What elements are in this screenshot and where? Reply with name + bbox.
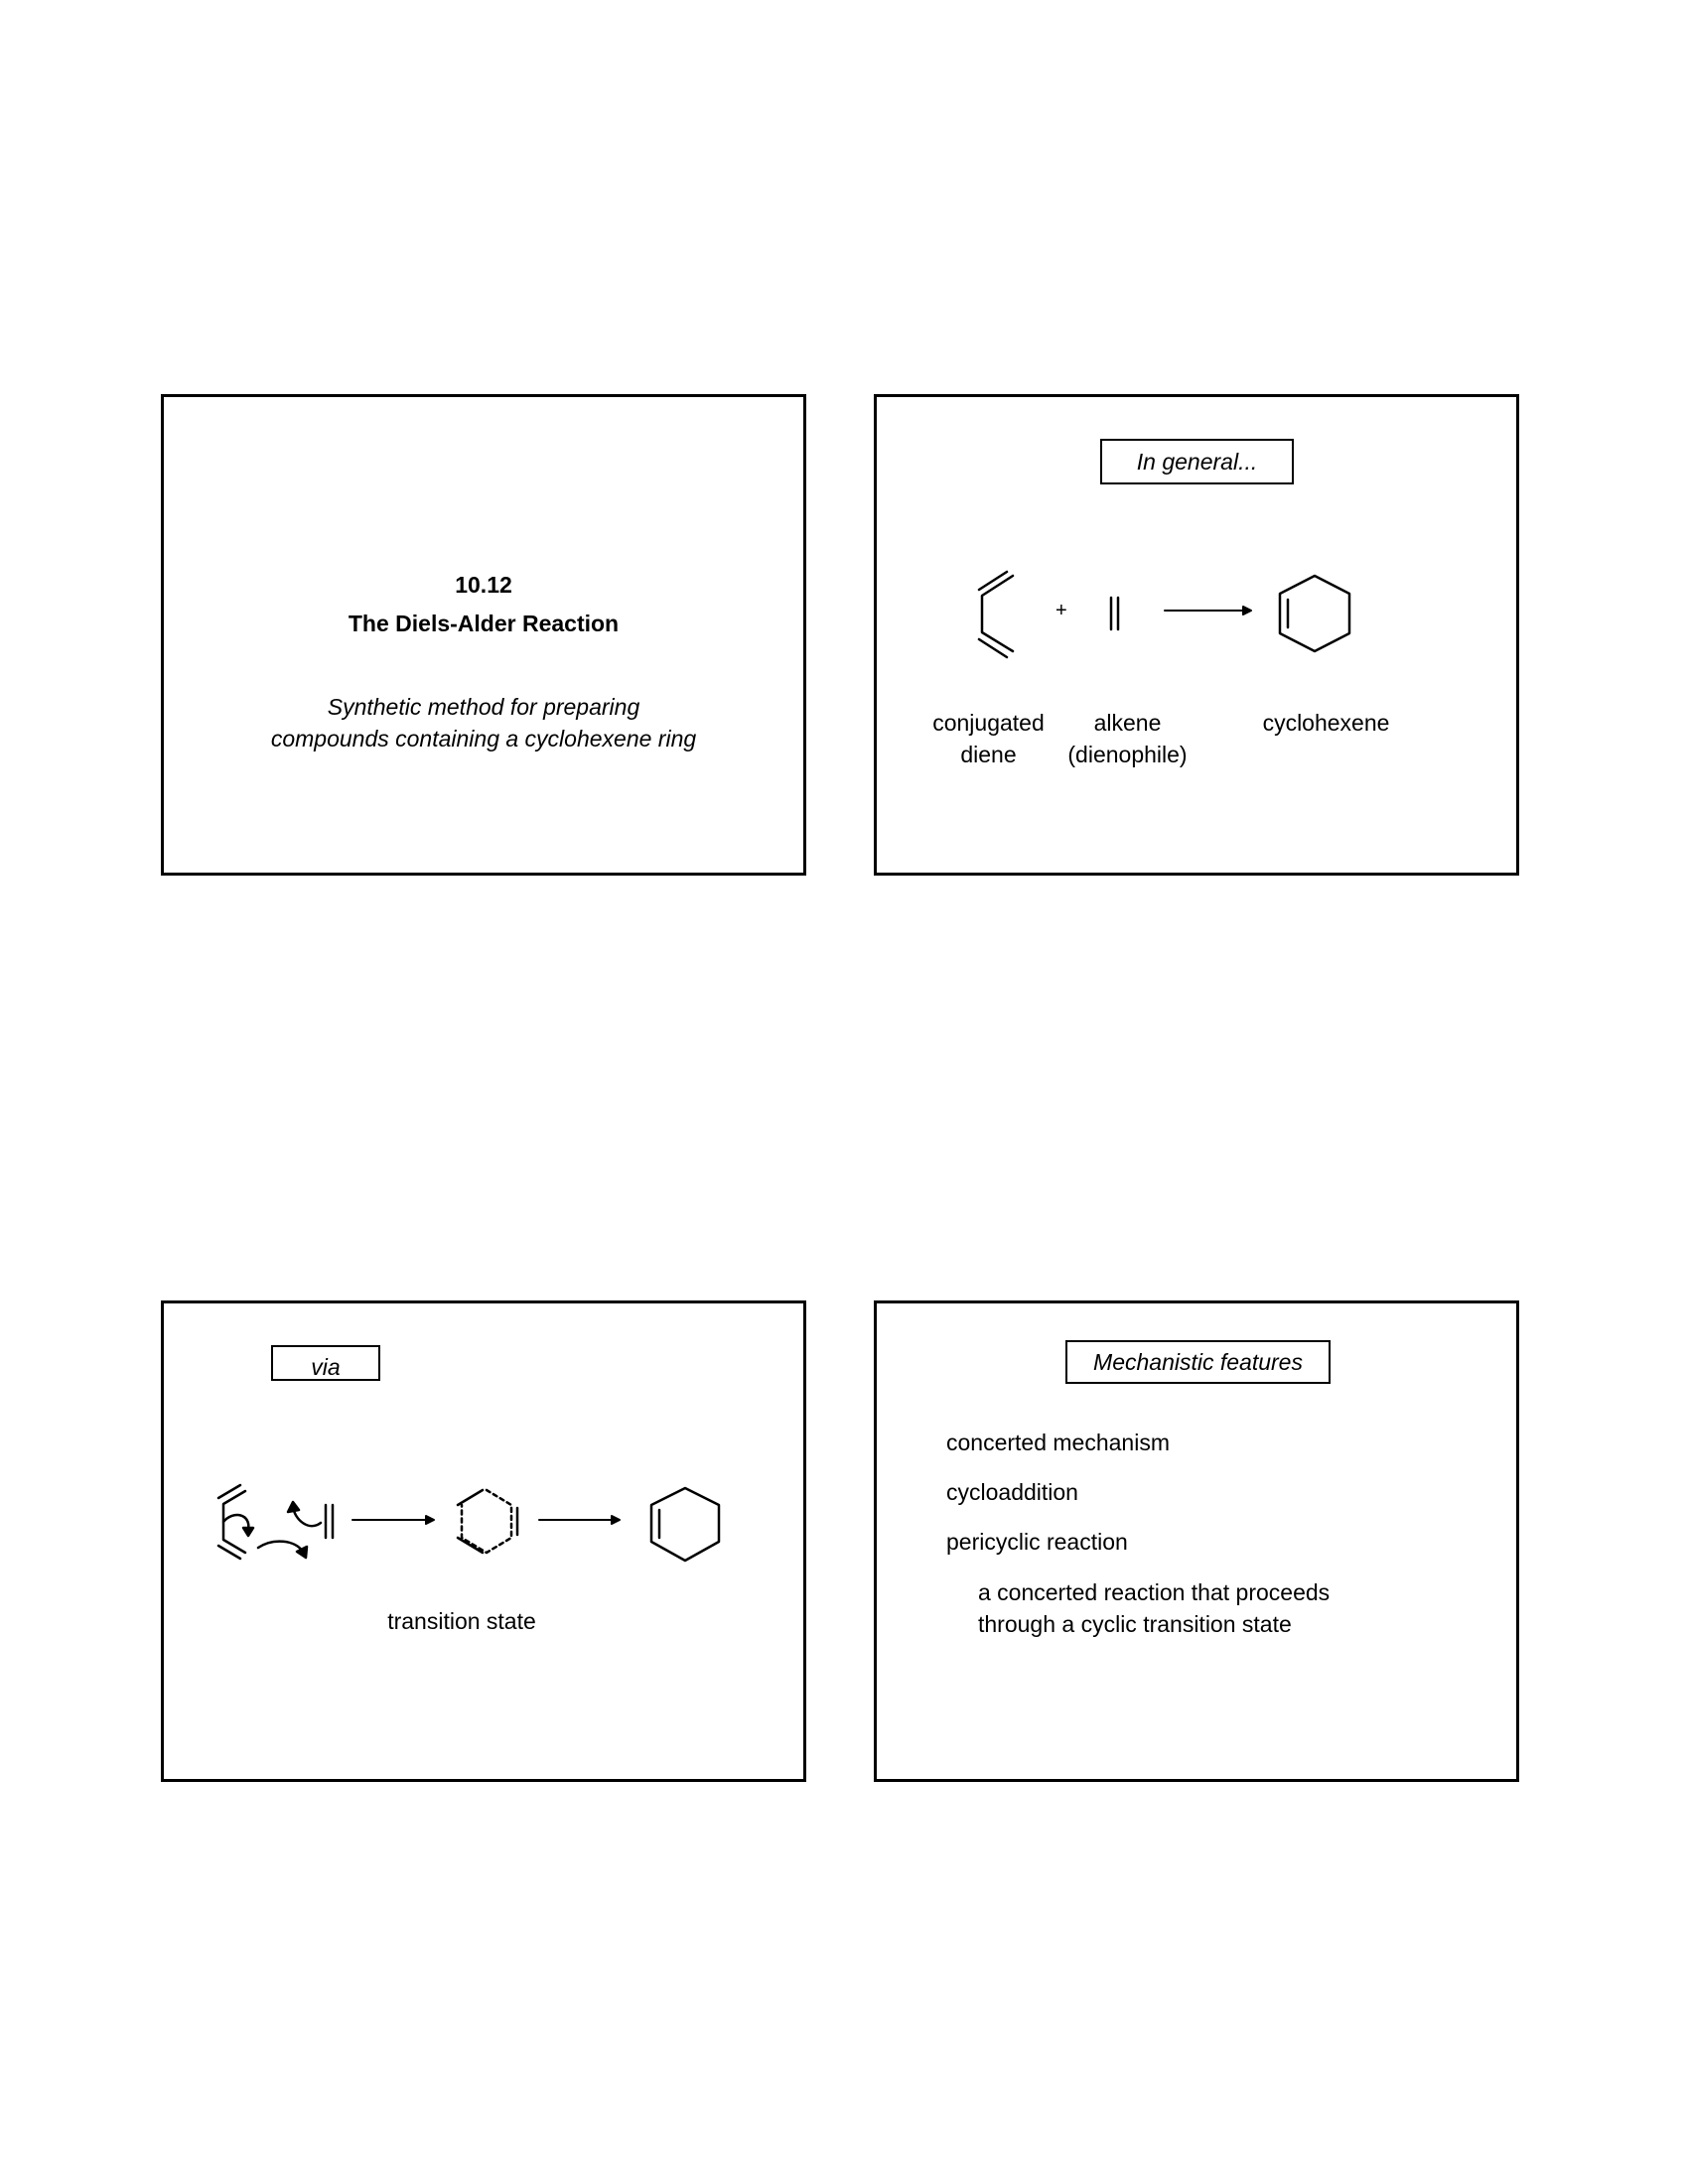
subtitle-line-2: compounds containing a cyclohexene ring [270, 726, 697, 751]
feature-cycloaddition: cycloaddition [946, 1479, 1078, 1505]
diene-structure [979, 572, 1013, 657]
cyclohexene-structure [1280, 576, 1349, 651]
transition-state-label: transition state [387, 1608, 536, 1634]
in-general-label: In general... [1100, 439, 1294, 484]
slide-general-reaction [874, 394, 1519, 876]
mechanistic-features-label: Mechanistic features [1065, 1340, 1331, 1384]
label-diene-line-2: diene [960, 742, 1017, 767]
slide-title-text: The Diels-Alder Reaction [348, 611, 620, 636]
reaction-arrow [1165, 607, 1251, 614]
section-number: 10.12 [455, 572, 512, 598]
diene-with-electron-arrows [218, 1485, 333, 1559]
slide-mechanistic-features [874, 1300, 1519, 1782]
definition-line-1: a concerted reaction that proceeds [978, 1579, 1331, 1605]
label-alkene-line-1: alkene [1093, 710, 1162, 736]
label-product: cyclohexene [1262, 710, 1390, 736]
transition-state-structure [458, 1490, 517, 1553]
reaction-arrow-1 [352, 1516, 434, 1524]
feature-pericyclic: pericyclic reaction [946, 1529, 1128, 1555]
subtitle-line-1: Synthetic method for preparing [327, 694, 640, 720]
reaction-arrow-2 [539, 1516, 620, 1524]
plus-sign: + [1055, 600, 1067, 621]
cyclohexene-product-structure [651, 1488, 719, 1561]
slide-transition-state [161, 1300, 806, 1782]
mechanism-scheme [164, 1303, 803, 1779]
label-diene-line-1: conjugated [932, 710, 1045, 736]
definition-line-2: through a cyclic transition state [978, 1611, 1292, 1637]
general-reaction-scheme [877, 397, 1516, 873]
label-alkene-line-2: (dienophile) [1067, 742, 1188, 767]
slide-title [161, 394, 806, 876]
dienophile-structure [1111, 598, 1118, 629]
feature-concerted: concerted mechanism [946, 1430, 1170, 1455]
via-label: via [271, 1345, 380, 1381]
